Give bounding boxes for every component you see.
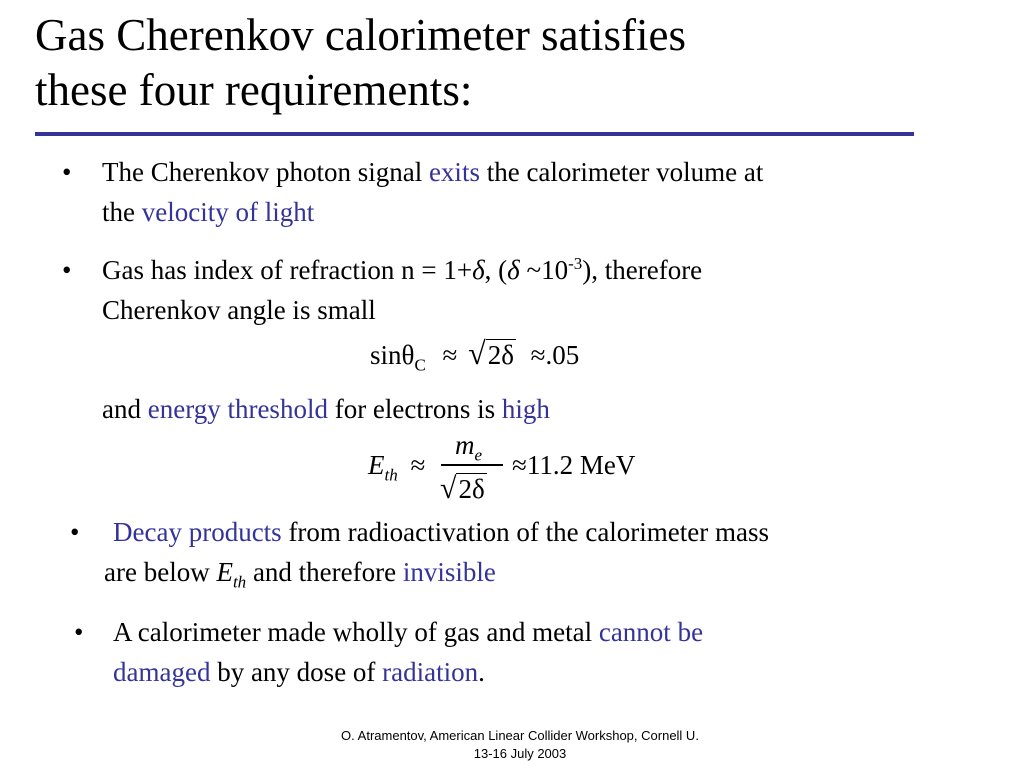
exponent: -3	[568, 254, 583, 273]
bullet-marker: •	[62, 157, 72, 187]
highlight-radiation: radiation	[382, 657, 479, 687]
highlight-invisible: invisible	[402, 557, 496, 587]
highlight-damaged: damaged	[113, 657, 211, 687]
eq-subscript: C	[414, 355, 426, 375]
bullet-marker: •	[62, 255, 72, 285]
bullet-marker: •	[74, 617, 84, 647]
eq-approx: ≈	[512, 450, 527, 480]
highlight-energy-threshold: energy threshold	[147, 394, 328, 424]
title-underline	[35, 132, 914, 136]
bullet-text: ~10	[519, 255, 569, 285]
slide-title	[35, 8, 935, 118]
footer-line-1: O. Atramentov, American Linear Collider Workshop, Cornell U.	[341, 728, 699, 743]
eq-approx: ≈	[410, 450, 426, 480]
eq-radicand: 2δ	[458, 474, 485, 504]
eq-value: 11.2 MeV	[526, 450, 636, 480]
bullet-text: the	[102, 197, 142, 227]
eq-radicand: 2δ	[487, 340, 514, 370]
eq-theta: θ	[401, 340, 415, 370]
eq-subscript: e	[474, 445, 483, 465]
threshold-line	[102, 389, 962, 429]
eq-subscript: th	[232, 572, 247, 592]
delta-symbol: δ	[507, 255, 520, 285]
bullet-text: and therefore	[246, 557, 403, 587]
bullet-text: by any dose of	[210, 657, 383, 687]
bullet-text: , (	[484, 255, 508, 285]
eq-value: .05	[545, 340, 580, 370]
title-line-2: these four requirements:	[35, 65, 473, 115]
highlight-decay-products: Decay products	[113, 517, 282, 547]
bullet-text: A calorimeter made wholly of gas and metal	[113, 617, 599, 647]
sqrt-icon: √	[468, 335, 486, 371]
bullet-text: The Cherenkov photon signal	[102, 157, 429, 187]
bullet-text: Cherenkov angle is small	[102, 295, 376, 325]
fraction-denominator	[440, 474, 487, 504]
fraction-numerator	[455, 430, 483, 465]
title-line-1: Gas Cherenkov calorimeter satisfies	[35, 10, 687, 60]
bullet-text: and	[102, 394, 148, 424]
bullet-text: .	[478, 657, 485, 687]
bullet-text: from radioactivation of the calorimeter mass	[281, 517, 770, 547]
bullet-text: the calorimeter volume at	[479, 157, 764, 187]
sqrt-icon: √	[440, 472, 457, 505]
bullet-marker: •	[70, 517, 80, 547]
bullet-text: are below	[104, 557, 217, 587]
delta-symbol: δ	[472, 255, 485, 285]
eq-m: m	[455, 430, 475, 460]
eq-approx: ≈	[530, 340, 546, 370]
eq-approx: ≈	[442, 340, 458, 370]
eq-E: E	[368, 450, 385, 480]
bullet-text: Gas has index of refraction n = 1+	[102, 255, 473, 285]
fraction-bar	[441, 464, 503, 466]
eq-sin: sin	[370, 340, 402, 370]
slide-footer	[270, 727, 770, 763]
bullet-text: for electrons is	[327, 394, 502, 424]
footer-line-2: 13-16 July 2003	[473, 746, 567, 761]
equation-cherenkov-angle	[370, 335, 580, 375]
eq-E: E	[216, 557, 233, 587]
highlight-high: high	[501, 394, 550, 424]
eq-subscript: th	[384, 465, 398, 485]
bullet-text: ), therefore	[582, 255, 703, 285]
highlight-cannot-be: cannot be	[598, 617, 704, 647]
highlight-velocity-of-light: velocity of light	[141, 197, 315, 227]
highlight-exits: exits	[428, 157, 480, 187]
